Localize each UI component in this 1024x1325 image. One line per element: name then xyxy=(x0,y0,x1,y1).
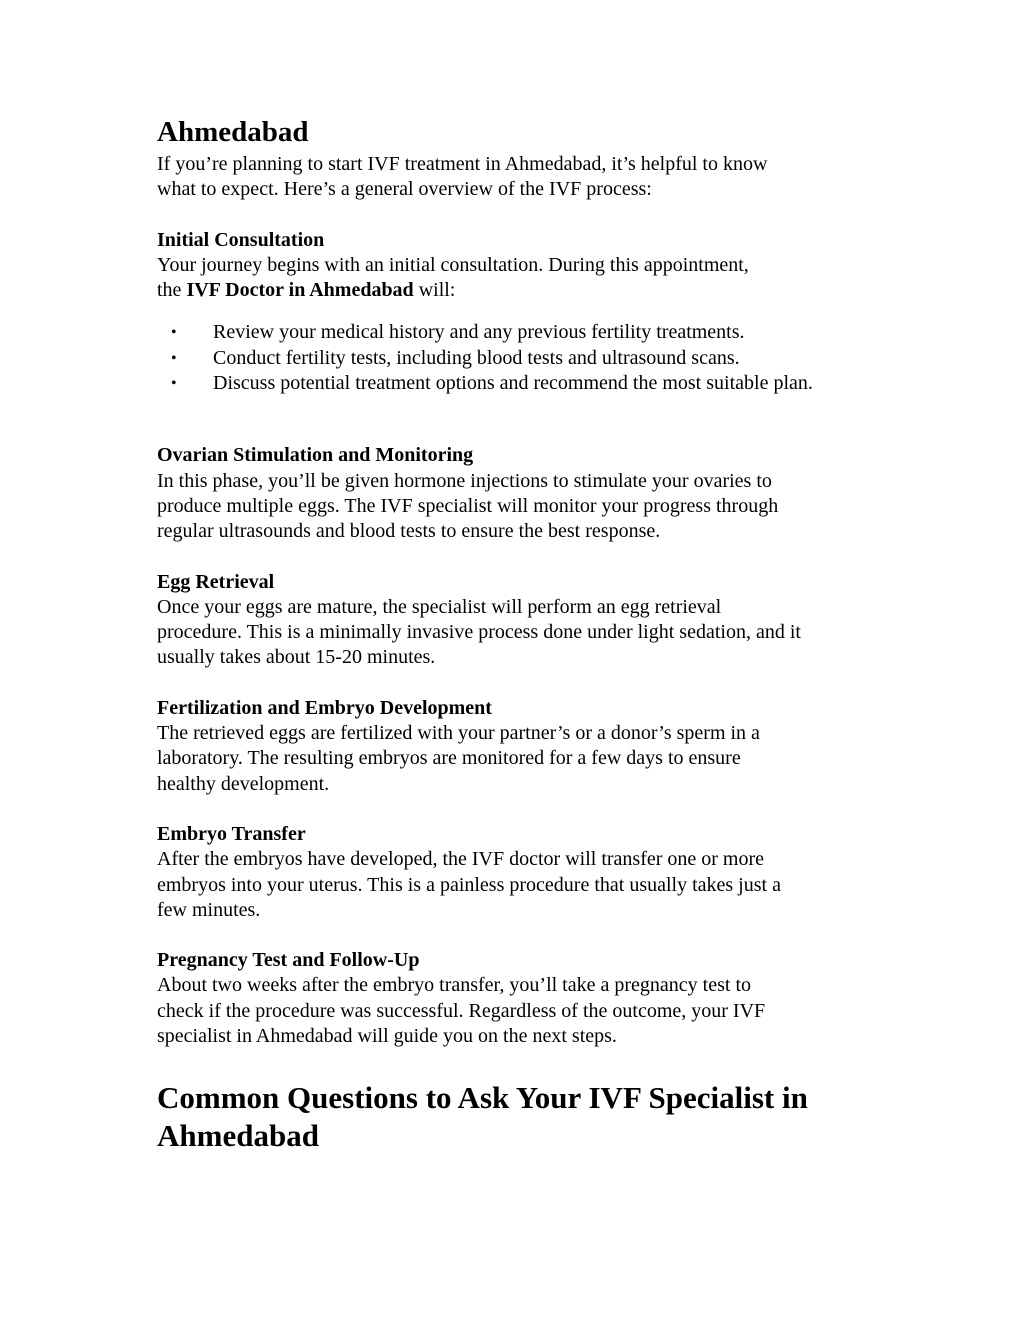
intro-paragraph xyxy=(157,152,877,203)
paragraph-line: The retrieved eggs are fertilized with your partner’s or a donor’s sperm in a xyxy=(157,722,760,745)
common-questions-heading xyxy=(157,1079,877,1155)
paragraph-line: procedure. This is a minimally invasive process done under light sedation, and it xyxy=(157,621,801,644)
section-title-embryo-transfer: Embryo Transfer xyxy=(157,822,306,845)
consultation-bullet-list xyxy=(157,320,877,396)
heading-line: Common Questions to Ask Your IVF Specialist in xyxy=(157,1080,808,1116)
paragraph-line: In this phase, you’ll be given hormone injections to stimulate your ovaries to xyxy=(157,469,772,492)
list-item xyxy=(171,371,877,396)
list-item-text: Conduct fertility tests, including blood tests and ultrasound scans. xyxy=(213,346,740,369)
fertilization-paragraph xyxy=(157,721,877,797)
section-title-fertilization: Fertilization and Embryo Development xyxy=(157,696,492,719)
page-heading: Ahmedabad xyxy=(157,116,309,148)
paragraph-line: usually takes about 15-20 minutes. xyxy=(157,646,436,669)
section-title-egg-retrieval: Egg Retrieval xyxy=(157,570,275,593)
list-item xyxy=(171,346,877,371)
egg-retrieval-paragraph xyxy=(157,595,877,671)
paragraph-line-suffix: will: xyxy=(413,279,456,302)
initial-consultation-paragraph xyxy=(157,253,877,304)
section-title-initial-consultation: Initial Consultation xyxy=(157,228,325,251)
paragraph-line: healthy development. xyxy=(157,772,330,795)
paragraph-line: laboratory. The resulting embryos are monitored for a few days to ensure xyxy=(157,747,741,770)
list-item-text: Review your medical history and any previous fertility treatments. xyxy=(213,321,745,344)
section-title-ovarian-stimulation: Ovarian Stimulation and Monitoring xyxy=(157,444,474,467)
bullet-icon: • xyxy=(171,375,177,393)
section-title-pregnancy-test: Pregnancy Test and Follow-Up xyxy=(157,949,420,972)
paragraph-line: specialist in Ahmedabad will guide you on the next steps. xyxy=(157,1025,617,1048)
paragraph-line: Your journey begins with an initial consultation. During this appointment, xyxy=(157,253,749,276)
paragraph-line-prefix: the xyxy=(157,279,187,302)
intro-line: what to expect. Here’s a general overview of the IVF process: xyxy=(157,178,652,201)
intro-line: If you’re planning to start IVF treatment in Ahmedabad, it’s helpful to know xyxy=(157,153,768,175)
paragraph-line: About two weeks after the embryo transfer, you’ll take a pregnancy test to xyxy=(157,974,751,997)
paragraph-line: few minutes. xyxy=(157,898,261,921)
embryo-transfer-paragraph xyxy=(157,847,877,923)
paragraph-line: produce multiple eggs. The IVF specialist will monitor your progress through xyxy=(157,494,779,517)
ivf-doctor-keyword: IVF Doctor in Ahmedabad xyxy=(186,279,414,302)
bullet-icon: • xyxy=(171,324,177,342)
list-item xyxy=(171,320,877,345)
document-page xyxy=(157,112,877,1155)
bullet-icon: • xyxy=(171,349,177,367)
paragraph-line: embryos into your uterus. This is a painless procedure that usually takes just a xyxy=(157,873,781,896)
paragraph-line: regular ultrasounds and blood tests to ensure the best response. xyxy=(157,520,661,543)
list-item-text: Discuss potential treatment options and recommend the most suitable plan. xyxy=(213,372,813,395)
ovarian-paragraph xyxy=(157,469,877,545)
paragraph-line: Once your eggs are mature, the specialist will perform an egg retrieval xyxy=(157,595,722,618)
heading-line: Ahmedabad xyxy=(157,1118,319,1154)
paragraph-line: check if the procedure was successful. Regardless of the outcome, your IVF xyxy=(157,999,766,1022)
pregnancy-test-paragraph xyxy=(157,973,877,1049)
paragraph-line: After the embryos have developed, the IVF doctor will transfer one or more xyxy=(157,848,765,871)
